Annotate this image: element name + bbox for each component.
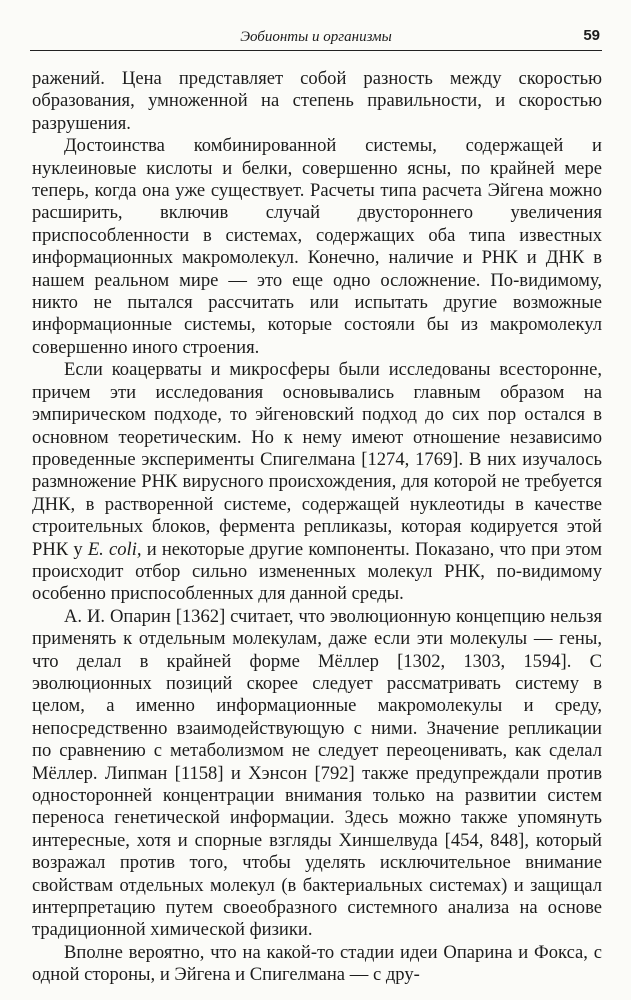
paragraph-4 [32, 606, 602, 942]
paragraph-text: Вполне вероятно, что на какой-то стадии идеи Опарина и Фокса, с одной стороны, и Эйгена и Спигелмана — с дру- [32, 941, 602, 986]
paragraph-text: Если коацерваты и микросферы были исследованы всесторонне, причем эти исследования основывались главным образом на эмпирическом подходе, то эйгеновский подход до сих пор остался в основном теоретическим. Но к нему имеют отношение независимо проведенные эксперименты Спигелмана [1274, 1769]. В них изучалось размножение РНК вирусного происхождения, для которой не требуется ДНК, в растворенной системе, содержащей нуклеотиды в качестве строительных блоков, фермента репликазы, которая кодируется этой РНК у [32, 359, 602, 560]
paragraph-text: А. И. Опарин [1362] считает, что эволюционную концепцию нельзя применять к отдельным молекулам, даже если эти молекулы — гены, что делал в крайней форме Мёллер [1302, 1303, 1594]. С эволюционных позиций скорее следует рассматривать систему в целом, а именно информационные макромолекулы и среду, непосредственно взаимодействующую с ними. Значение репликации по сравнению с метаболизмом не следует переоценивать, как сделал Мёллер. Липман [1158] и Хэнсон [792] также предупреждали против односторонней концентрации внимания только на развитии систем переноса генетической информации. Здесь можно также упомянуть интересные, хотя и спорные взгляды Хиншелвуда [454, 848], который возражал против того, чтобы уделять исключительное внимание свойствам отдельных молекул (в бактериальных системах) и защищал интерпретацию путем своеобразного системного анализа на основе традиционной химической физики. [32, 605, 602, 941]
paragraph-2 [32, 135, 602, 359]
page-number: 59 [583, 27, 600, 44]
paragraph-3 [32, 359, 602, 605]
page-header [30, 26, 602, 51]
paragraph-text: Достоинства комбинированной системы, содержащей и нуклеиновые кислоты и белки, совершенно ясны, по крайней мере теперь, когда она уже существует. Расчеты типа расчета Эйгена можно расширить, включив случай двустороннего увеличения приспособленности в системах, содержащих оба типа известных информационных макромолекул. Конечно, наличие и РНК и ДНК в нашем реальном мире — это еще одно осложнение. По-видимому, никто не пытался рассчитать или испытать другие возможные информационные системы, которые состояли бы из макромолекул совершенно иного строения. [32, 135, 602, 358]
paragraph-text: ражений. Цена представляет собой разность между скоростью образования, умноженной на степень правильности, и скоростью разрушения. [32, 68, 602, 134]
running-title: Эобионты и организмы [240, 29, 392, 45]
paragraph-5 [32, 942, 602, 987]
paragraph-text-continued: и некоторые другие компоненты. Показано, что при этом происходит отбор сильно измененных молекул РНК, по-видимому особенно приспособленных для данной среды. [32, 538, 603, 605]
paragraph-1 [32, 68, 602, 135]
body-text [32, 68, 602, 987]
italic-species-name: E. coli, [87, 538, 142, 560]
